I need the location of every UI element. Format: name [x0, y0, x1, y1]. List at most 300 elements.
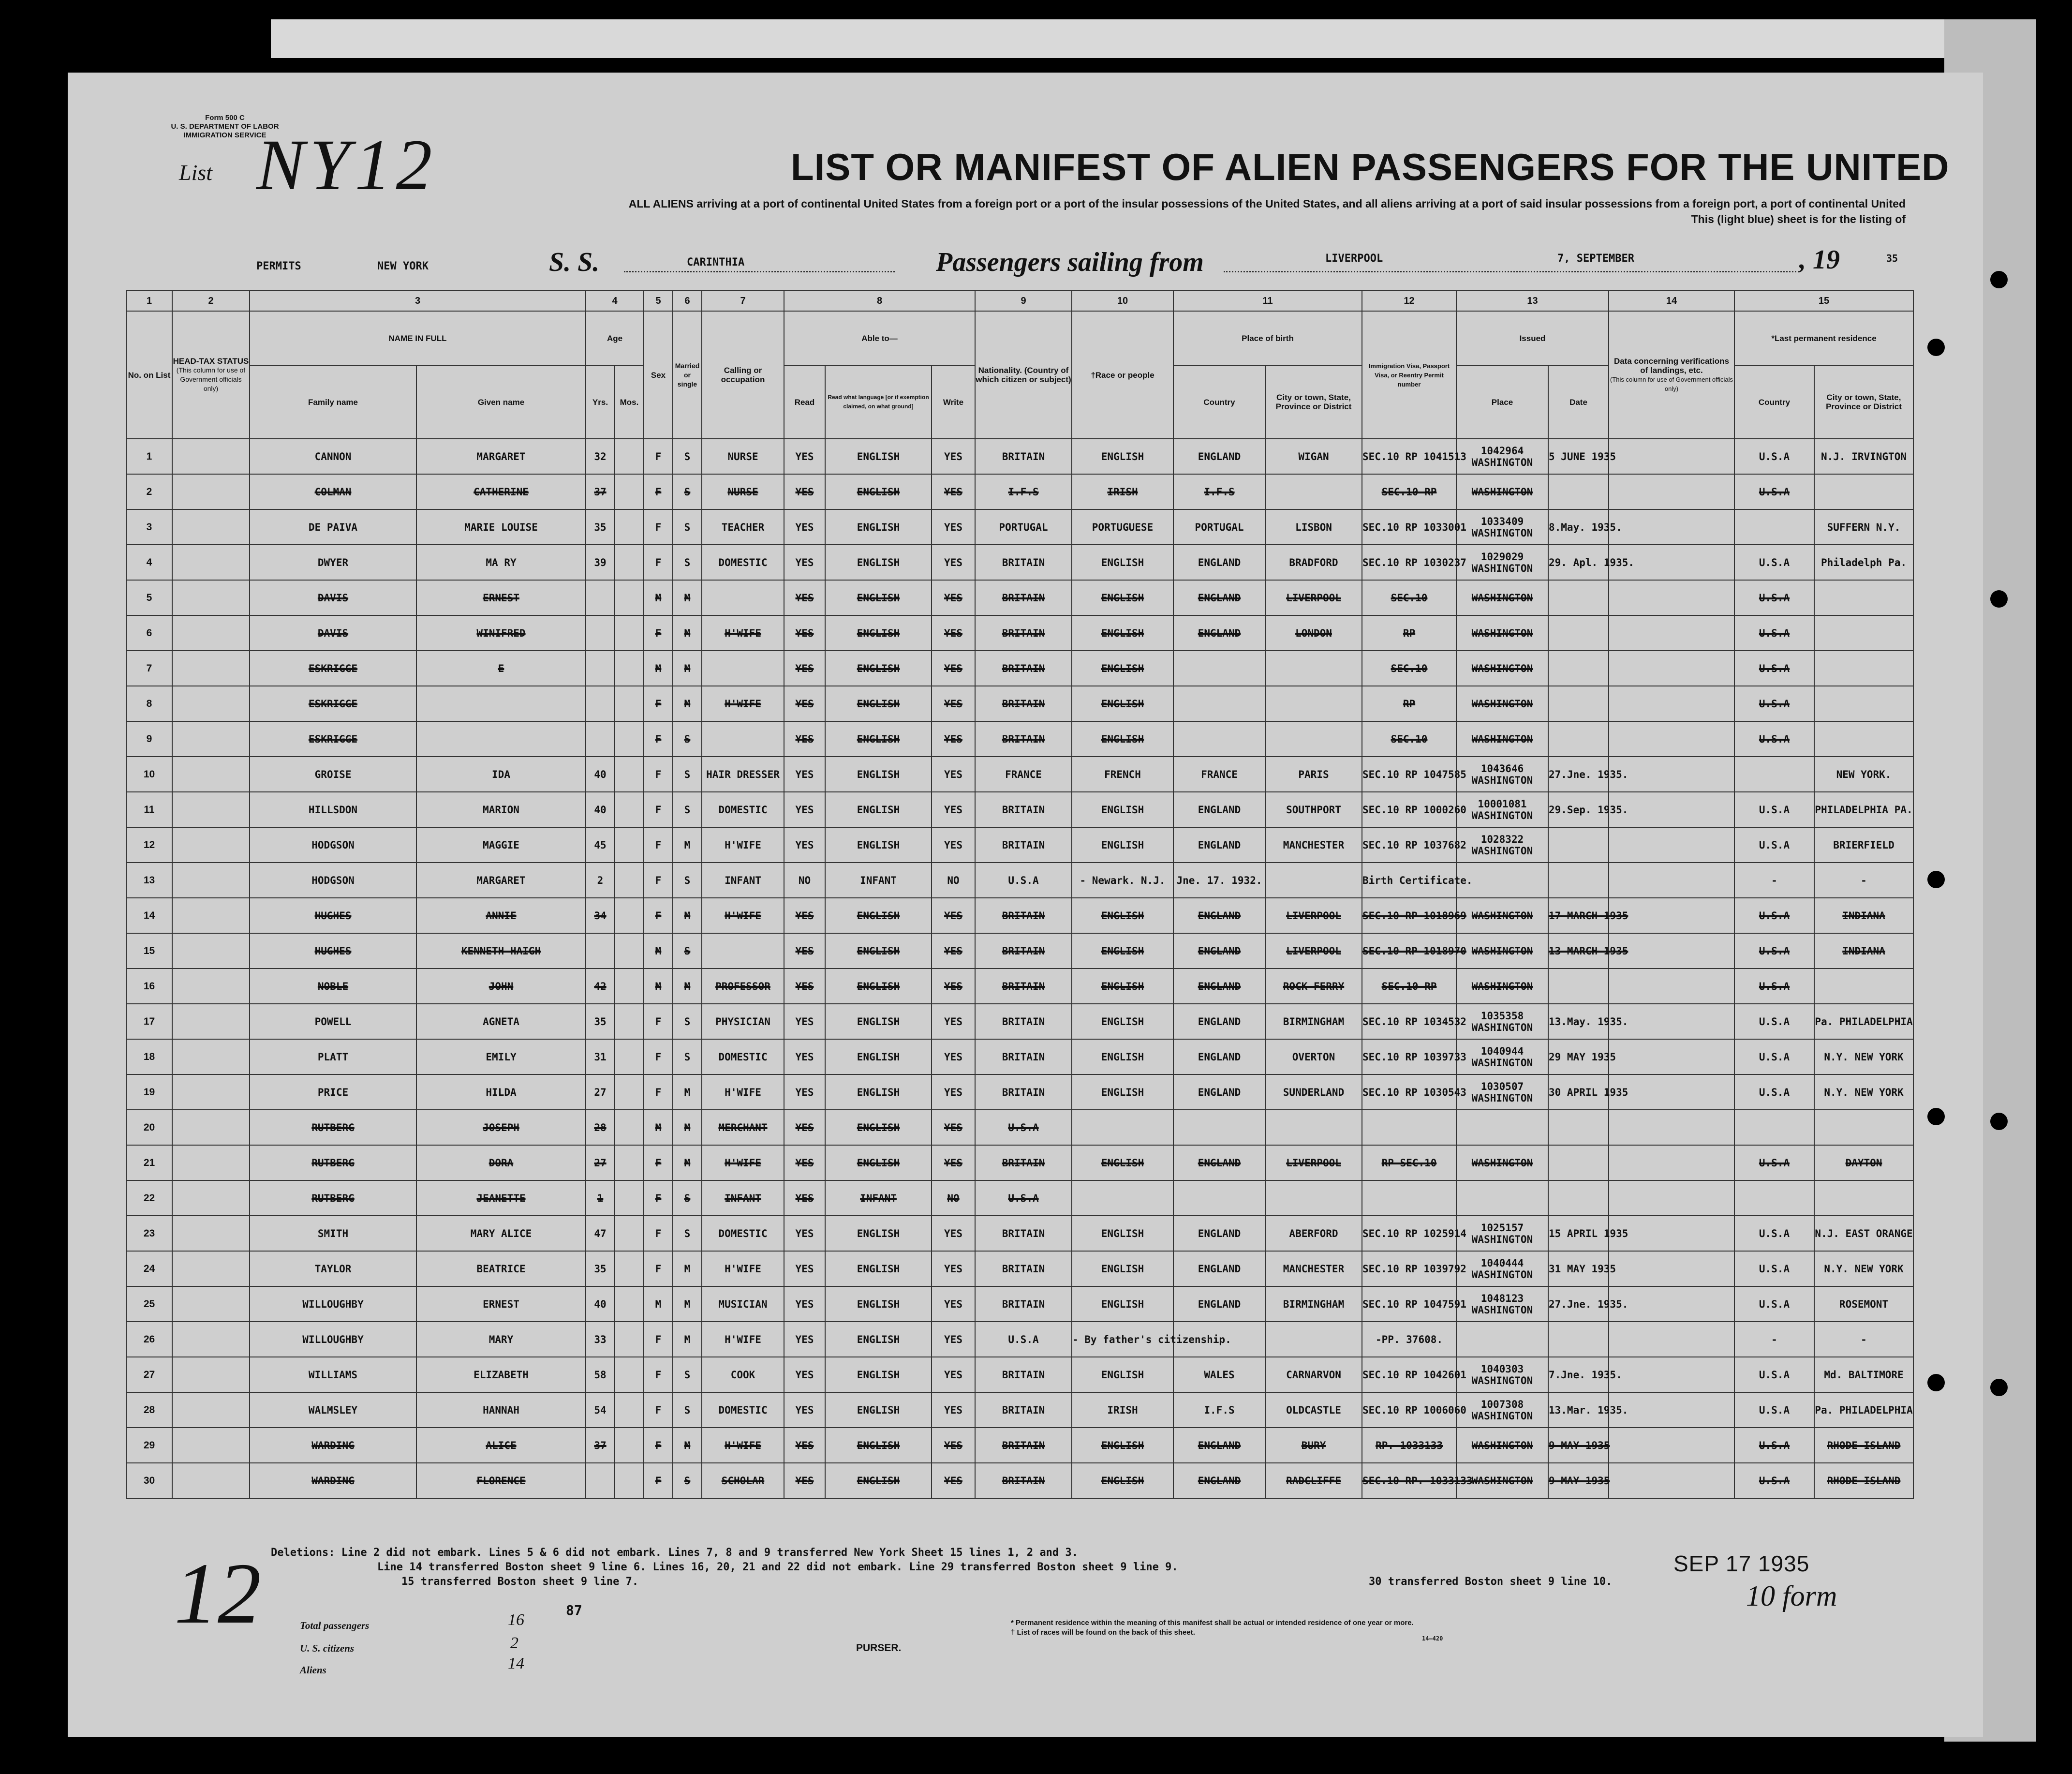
passenger-rows — [126, 439, 1913, 1498]
race-people: ENGLISH — [1072, 1145, 1173, 1180]
col-num: 11 — [1173, 291, 1362, 311]
issued-date: 13 MARCH 1935 — [1548, 933, 1609, 969]
visa-number: SEC.10 RP 1018970 — [1362, 933, 1456, 969]
nationality: BRITAIN — [975, 1428, 1072, 1463]
occupation: DOMESTIC — [702, 1392, 784, 1428]
issued-number: 1025157 — [1480, 1222, 1524, 1234]
age-years: 45 — [586, 827, 615, 863]
given-name: ELIZABETH — [416, 1357, 586, 1392]
issued-place-name: WASHINGTON — [1471, 1233, 1533, 1245]
birth-country: ENGLAND — [1173, 827, 1265, 863]
age-months — [615, 827, 644, 863]
row-number: 6 — [126, 615, 172, 651]
issued-place — [1456, 792, 1548, 827]
age-years: 33 — [586, 1322, 615, 1357]
residence-country: U.S.A — [1734, 545, 1814, 580]
read-language: ENGLISH — [825, 792, 932, 827]
can-read: NO — [784, 863, 825, 898]
birth-country — [1173, 1110, 1265, 1145]
row-number: 1 — [126, 439, 172, 474]
birth-city: BIRMINGHAM — [1265, 1004, 1362, 1039]
manifest-title: LIST OR MANIFEST OF ALIEN PASSENGERS FOR THE UNITED — [791, 146, 1950, 188]
read-language: ENGLISH — [825, 615, 932, 651]
nationality: U.S.A — [975, 1110, 1072, 1145]
residence-city: RHODE ISLAND — [1814, 1428, 1913, 1463]
age-months — [615, 1145, 644, 1180]
birth-city: LIVERPOOL — [1265, 933, 1362, 969]
can-write: YES — [932, 439, 975, 474]
residence-city: N.Y. NEW YORK — [1814, 1074, 1913, 1110]
can-read: YES — [784, 474, 825, 509]
head-tax-cell — [172, 545, 250, 580]
head-tax-cell — [172, 1074, 250, 1110]
issued-place — [1456, 1216, 1548, 1251]
punch-hole — [1990, 1113, 2008, 1130]
landing-data — [1609, 1428, 1734, 1463]
marital-status: S — [673, 792, 702, 827]
given-name: MARGARET — [416, 863, 586, 898]
residence-city: BRIERFIELD — [1814, 827, 1913, 863]
head-tax-cell — [172, 1180, 250, 1216]
visa-number: SEC.10 RP. 1033133 — [1362, 1463, 1456, 1498]
given-name: EMILY — [416, 1039, 586, 1074]
issued-place: WASHINGTON — [1456, 474, 1548, 509]
can-write: YES — [932, 969, 975, 1004]
issued-place-name: WASHINGTON — [1471, 1057, 1533, 1069]
read-language: ENGLISH — [825, 1004, 932, 1039]
age-years — [586, 686, 615, 721]
given-name: IDA — [416, 757, 586, 792]
given-name: ERNEST — [416, 580, 586, 615]
age-months — [615, 651, 644, 686]
row-number: 12 — [126, 827, 172, 863]
header-res-city: City or town, State, Province or District — [1814, 365, 1913, 439]
can-write: YES — [932, 1039, 975, 1074]
residence-country: U.S.A — [1734, 686, 1814, 721]
can-read: YES — [784, 1004, 825, 1039]
family-name: ESKRIGGE — [250, 721, 416, 757]
family-name: WILLIAMS — [250, 1357, 416, 1392]
issued-place-name: WASHINGTON — [1471, 1092, 1533, 1104]
race-people: ENGLISH — [1072, 1286, 1173, 1322]
header-head-tax — [172, 311, 250, 439]
birth-city: BRADFORD — [1265, 545, 1362, 580]
sex-cell: F — [644, 545, 673, 580]
subtitle-line-1: ALL ALIENS arriving at a port of continental United States from a foreign port or a port of the insular possessions of the United States, and all aliens arriving at a port of said insular possessions from a foreign port, a port of continental United — [628, 197, 1906, 210]
deletions-line-3: 15 transferred Boston sheet 9 line 7. — [401, 1576, 639, 1588]
head-tax-cell — [172, 509, 250, 545]
age-months — [615, 580, 644, 615]
visa-number: SEC.10 RP — [1362, 969, 1456, 1004]
issued-number: 1030507 — [1480, 1080, 1524, 1092]
read-language: ENGLISH — [825, 1286, 932, 1322]
issued-place — [1456, 1392, 1548, 1428]
occupation: H'WIFE — [702, 1322, 784, 1357]
issued-place: WASHINGTON — [1456, 933, 1548, 969]
marital-status: M — [673, 580, 702, 615]
given-name: MAGGIE — [416, 827, 586, 863]
row-number: 5 — [126, 580, 172, 615]
total-passengers-value: 16 — [508, 1611, 524, 1629]
family-name: NOBLE — [250, 969, 416, 1004]
punch-hole — [1990, 271, 2008, 288]
occupation: SCHOLAR — [702, 1463, 784, 1498]
occupation: H'WIFE — [702, 686, 784, 721]
marital-status: M — [673, 1286, 702, 1322]
nationality: BRITAIN — [975, 1074, 1072, 1110]
age-months — [615, 933, 644, 969]
age-years: 35 — [586, 509, 615, 545]
punch-hole — [1990, 1379, 2008, 1396]
row-number: 26 — [126, 1322, 172, 1357]
can-write: NO — [932, 863, 975, 898]
occupation: HAIR DRESSER — [702, 757, 784, 792]
birth-country: ENGLAND — [1173, 580, 1265, 615]
issued-place-name: WASHINGTON — [1471, 527, 1533, 539]
marital-status: M — [673, 1251, 702, 1286]
birth-city: OLDCASTLE — [1265, 1392, 1362, 1428]
issued-date: 30 APRIL 1935 — [1548, 1074, 1609, 1110]
landing-data — [1609, 721, 1734, 757]
punch-hole — [1927, 871, 1945, 888]
landing-note: (This column for use of Government officials only) — [1610, 376, 1733, 392]
issued-place-name: WASHINGTON — [1471, 1410, 1533, 1422]
nationality: PORTUGAL — [975, 509, 1072, 545]
race-people: ENGLISH — [1072, 686, 1173, 721]
marital-status: S — [673, 439, 702, 474]
age-years — [586, 580, 615, 615]
can-write: YES — [932, 1004, 975, 1039]
visa-number: SEC.10 RP 1006060 — [1362, 1392, 1456, 1428]
handwritten-page-number: 12 — [174, 1545, 261, 1641]
sex-cell: F — [644, 439, 673, 474]
read-language: ENGLISH — [825, 545, 932, 580]
residence-country: U.S.A — [1734, 898, 1814, 933]
age-years — [586, 933, 615, 969]
birth-city — [1265, 863, 1362, 898]
marital-status: M — [673, 615, 702, 651]
issued-place: WASHINGTON — [1456, 580, 1548, 615]
birth-city: OVERTON — [1265, 1039, 1362, 1074]
family-name: DE PAIVA — [250, 509, 416, 545]
occupation: H'WIFE — [702, 1074, 784, 1110]
landing-data — [1609, 1145, 1734, 1180]
age-years: 32 — [586, 439, 615, 474]
age-months — [615, 792, 644, 827]
can-read: YES — [784, 969, 825, 1004]
birth-city: MANCHESTER — [1265, 827, 1362, 863]
race-people: ENGLISH — [1072, 827, 1173, 863]
issued-number: 1035358 — [1480, 1010, 1524, 1022]
can-write: YES — [932, 1286, 975, 1322]
can-write: YES — [932, 686, 975, 721]
sex-cell: F — [644, 1180, 673, 1216]
age-years: 54 — [586, 1392, 615, 1428]
can-write: YES — [932, 1392, 975, 1428]
read-language: ENGLISH — [825, 1039, 932, 1074]
punch-hole — [1990, 590, 2008, 608]
occupation: NURSE — [702, 439, 784, 474]
visa-number: SEC.10 RP 1037682 — [1362, 827, 1456, 863]
read-language: ENGLISH — [825, 1463, 932, 1498]
visa-number: SEC.10 RP 1047591 — [1362, 1286, 1456, 1322]
age-months — [615, 1428, 644, 1463]
header-given-name: Given name — [416, 365, 586, 439]
can-read: YES — [784, 1039, 825, 1074]
issued-date: 29 MAY 1935 — [1548, 1039, 1609, 1074]
issued-date: 5 JUNE 1935 — [1548, 439, 1609, 474]
age-years: 27 — [586, 1074, 615, 1110]
birth-country: ENGLAND — [1173, 1463, 1265, 1498]
marital-status: S — [673, 1039, 702, 1074]
deletions-line-1: Deletions: Line 2 did not embark. Lines 5 & 6 did not embark. Lines 7, 8 and 9 transferred New York Sheet 15 lines 1, 2 and 3. — [271, 1547, 1078, 1559]
residence-country — [1734, 1110, 1814, 1145]
landing-title: Data concerning verifications of landings, etc. — [1613, 357, 1730, 375]
ss-label: S. S. — [549, 247, 600, 277]
occupation: H'WIFE — [702, 615, 784, 651]
occupation: PHYSICIAN — [702, 1004, 784, 1039]
header-race: †Race or people — [1072, 311, 1173, 439]
residence-country — [1734, 509, 1814, 545]
head-tax-cell — [172, 1286, 250, 1322]
given-name: HANNAH — [416, 1392, 586, 1428]
nationality: BRITAIN — [975, 969, 1072, 1004]
marital-status: M — [673, 651, 702, 686]
head-tax-cell — [172, 1039, 250, 1074]
visa-number — [1362, 1180, 1456, 1216]
issued-number: 1040444 — [1480, 1257, 1524, 1269]
birth-country: ENGLAND — [1173, 545, 1265, 580]
residence-country: U.S.A — [1734, 1039, 1814, 1074]
visa-number: SEC.10 RP 1000260 — [1362, 792, 1456, 827]
family-name: HUGHES — [250, 898, 416, 933]
header-mos: Mos. — [615, 365, 644, 439]
visa-number: SEC.10 RP 1018969 — [1362, 898, 1456, 933]
issued-date — [1548, 1180, 1609, 1216]
residence-country: - — [1734, 1322, 1814, 1357]
age-years — [586, 651, 615, 686]
race-people: FRENCH — [1072, 757, 1173, 792]
year-prefix: , 19 — [1799, 245, 1840, 275]
row-number: 29 — [126, 1428, 172, 1463]
table-row — [126, 1074, 1913, 1110]
table-row — [126, 580, 1913, 615]
race-people: ENGLISH — [1072, 1251, 1173, 1286]
row-number: 23 — [126, 1216, 172, 1251]
table-row — [126, 686, 1913, 721]
visa-number: SEC.10 — [1362, 721, 1456, 757]
issued-place — [1456, 1286, 1548, 1322]
nationality: I.F.S — [975, 474, 1072, 509]
visa-number: SEC.10 RP 1047585 — [1362, 757, 1456, 792]
can-write: YES — [932, 1428, 975, 1463]
can-read: YES — [784, 1074, 825, 1110]
table-row — [126, 651, 1913, 686]
race-people: - By father's citizenship. — [1072, 1322, 1173, 1357]
age-months — [615, 439, 644, 474]
issued-place: WASHINGTON — [1456, 969, 1548, 1004]
deletions-line-4: 30 transferred Boston sheet 9 line 10. — [1369, 1576, 1613, 1588]
head-tax-cell — [172, 827, 250, 863]
race-people: ENGLISH — [1072, 580, 1173, 615]
residence-city: NEW YORK. — [1814, 757, 1913, 792]
age-months — [615, 721, 644, 757]
read-language: ENGLISH — [825, 721, 932, 757]
given-name — [416, 721, 586, 757]
table-row — [126, 1286, 1913, 1322]
age-years: 47 — [586, 1216, 615, 1251]
age-months — [615, 898, 644, 933]
given-name: CATHERINE — [416, 474, 586, 509]
age-years: 1 — [586, 1180, 615, 1216]
birth-country: ENGLAND — [1173, 933, 1265, 969]
read-language: ENGLISH — [825, 933, 932, 969]
marital-status: M — [673, 827, 702, 863]
birth-country — [1173, 721, 1265, 757]
birth-country: I.F.S — [1173, 1392, 1265, 1428]
issued-date: 15 APRIL 1935 — [1548, 1216, 1609, 1251]
issued-place-name: WASHINGTON — [1471, 1374, 1533, 1386]
marital-status: M — [673, 1428, 702, 1463]
landing-data — [1609, 615, 1734, 651]
sex-cell: F — [644, 827, 673, 863]
table-row — [126, 863, 1913, 898]
table-row — [126, 757, 1913, 792]
residence-city: N.J. EAST ORANGE — [1814, 1216, 1913, 1251]
read-language: ENGLISH — [825, 1428, 932, 1463]
read-language: ENGLISH — [825, 474, 932, 509]
col-num: 8 — [784, 291, 975, 311]
sex-cell: M — [644, 969, 673, 1004]
age-years: 40 — [586, 757, 615, 792]
landing-data — [1609, 509, 1734, 545]
issued-number: 1043646 — [1480, 762, 1524, 775]
col-num: 12 — [1362, 291, 1456, 311]
residence-country: U.S.A — [1734, 439, 1814, 474]
can-write: YES — [932, 509, 975, 545]
birth-city: PARIS — [1265, 757, 1362, 792]
occupation: DOMESTIC — [702, 545, 784, 580]
landing-data — [1609, 863, 1734, 898]
manifest-subtitle — [450, 196, 1906, 227]
read-language: ENGLISH — [825, 1074, 932, 1110]
head-tax-cell — [172, 898, 250, 933]
birth-city: LONDON — [1265, 615, 1362, 651]
occupation: DOMESTIC — [702, 792, 784, 827]
table-row — [126, 1004, 1913, 1039]
age-months — [615, 1074, 644, 1110]
race-people: ENGLISH — [1072, 651, 1173, 686]
occupation — [702, 580, 784, 615]
row-number: 27 — [126, 1357, 172, 1392]
given-name: MARY — [416, 1322, 586, 1357]
landing-data — [1609, 827, 1734, 863]
punch-hole — [1927, 1374, 1945, 1391]
issued-date: 27.Jne. 1935. — [1548, 757, 1609, 792]
race-people: ENGLISH — [1072, 545, 1173, 580]
race-people: ENGLISH — [1072, 1357, 1173, 1392]
issued-place: WASHINGTON — [1456, 1463, 1548, 1498]
list-label: List — [179, 160, 213, 185]
issued-number: 1029029 — [1480, 551, 1524, 563]
issued-date — [1548, 1145, 1609, 1180]
read-language: ENGLISH — [825, 898, 932, 933]
occupation: DOMESTIC — [702, 1216, 784, 1251]
nationality: U.S.A — [975, 1322, 1072, 1357]
issued-date — [1548, 827, 1609, 863]
visa-number: RP. 1033133 — [1362, 1428, 1456, 1463]
issued-number: 1007308 — [1480, 1398, 1524, 1410]
family-name: WARDING — [250, 1463, 416, 1498]
family-name: HODGSON — [250, 827, 416, 863]
col-num: 9 — [975, 291, 1072, 311]
birth-city: LIVERPOOL — [1265, 1145, 1362, 1180]
issued-number: 1040303 — [1480, 1363, 1524, 1375]
can-read: YES — [784, 1216, 825, 1251]
residence-city: - — [1814, 1322, 1913, 1357]
table-row — [126, 1428, 1913, 1463]
read-language: ENGLISH — [825, 969, 932, 1004]
marital-status: S — [673, 474, 702, 509]
can-read: YES — [784, 1463, 825, 1498]
landing-data — [1609, 969, 1734, 1004]
race-people: - Newark. N.J. — [1072, 863, 1173, 898]
list-number-handwritten: NY12 — [256, 125, 437, 205]
can-write: YES — [932, 1463, 975, 1498]
can-read: YES — [784, 545, 825, 580]
birth-country: ENGLAND — [1173, 615, 1265, 651]
table-row — [126, 1180, 1913, 1216]
sex-cell: M — [644, 933, 673, 969]
marital-status: S — [673, 1180, 702, 1216]
residence-country: U.S.A — [1734, 792, 1814, 827]
sex-cell: M — [644, 580, 673, 615]
race-people: ENGLISH — [1072, 1004, 1173, 1039]
residence-city: Md. BALTIMORE — [1814, 1357, 1913, 1392]
table-row — [126, 474, 1913, 509]
residence-country: U.S.A — [1734, 1251, 1814, 1286]
age-months — [615, 1110, 644, 1145]
marital-status: S — [673, 757, 702, 792]
residence-city: INDIANA — [1814, 933, 1913, 969]
age-years: 39 — [586, 545, 615, 580]
print-code: 14—420 — [1422, 1635, 1443, 1642]
header-read-what: Read what language [or if exemption claimed, on what ground] — [825, 365, 932, 439]
nationality: BRITAIN — [975, 721, 1072, 757]
age-months — [615, 1463, 644, 1498]
residence-city — [1814, 1110, 1913, 1145]
issued-place-name: WASHINGTON — [1471, 1304, 1533, 1316]
residence-city: N.Y. NEW YORK — [1814, 1251, 1913, 1286]
nationality: FRANCE — [975, 757, 1072, 792]
visa-number: RP SEC.10 — [1362, 1145, 1456, 1180]
head-tax-cell — [172, 615, 250, 651]
header-sex: Sex — [644, 311, 673, 439]
can-read: YES — [784, 580, 825, 615]
row-number: 2 — [126, 474, 172, 509]
read-language: ENGLISH — [825, 580, 932, 615]
residence-country: - — [1734, 863, 1814, 898]
table-row — [126, 721, 1913, 757]
landing-data — [1609, 474, 1734, 509]
issued-place — [1456, 1074, 1548, 1110]
nationality: BRITAIN — [975, 1145, 1072, 1180]
nationality: BRITAIN — [975, 439, 1072, 474]
nationality: BRITAIN — [975, 1216, 1072, 1251]
sailing-from-label: Passengers sailing from — [936, 247, 1204, 277]
read-language: ENGLISH — [825, 1110, 932, 1145]
can-read: YES — [784, 792, 825, 827]
